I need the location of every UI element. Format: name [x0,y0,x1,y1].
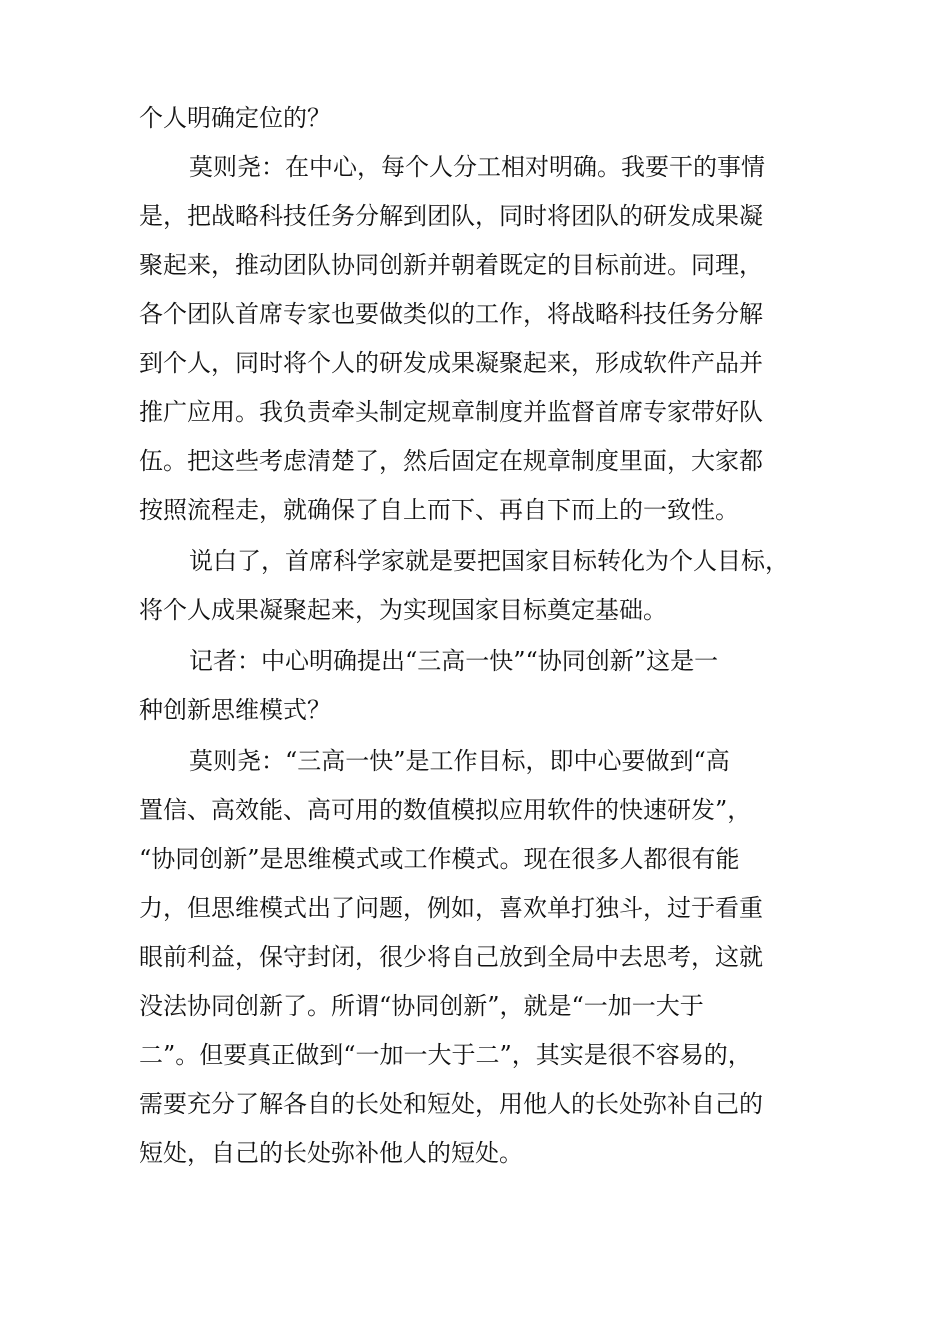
text-line: 按照流程走，就确保了自上而下、再自下而上的一致性。 [139,496,739,524]
text-line: 记者：中心明确提出“三高一快”“协同创新”这是一 [189,647,719,675]
text-line: 眼前利益，保守封闭，很少将自己放到全局中去思考，这就 [139,943,763,971]
text-line: 个人明确定位的？ [139,104,331,132]
text-line: 伍。把这些考虑清楚了，然后固定在规章制度里面，大家都 [139,447,763,475]
text-line: 将个人成果凝聚起来，为实现国家目标奠定基础。 [139,596,667,624]
text-line: 聚起来，推动团队协同创新并朝着既定的目标前进。同理， [139,251,763,279]
text-line: “协同创新”是思维模式或工作模式。现在很多人都很有能 [139,845,740,873]
text-line: 二”。但要真正做到“一加一大于二”，其实是很不容易的， [139,1041,752,1069]
text-line: 种创新思维模式？ [139,696,331,724]
text-line: 是，把战略科技任务分解到团队，同时将团队的研发成果凝 [139,202,763,230]
text-line: 力，但思维模式出了问题，例如，喜欢单打独斗，过于看重 [139,894,763,922]
text-line: 短处，自己的长处弥补他人的短处。 [139,1139,523,1167]
text-line: 莫则尧：在中心，每个人分工相对明确。我要干的事情 [189,153,765,181]
text-line: 到个人，同时将个人的研发成果凝聚起来，形成软件产品并 [139,349,763,377]
text-line: 置信、高效能、高可用的数值模拟应用软件的快速研发”， [139,796,752,824]
text-line: 各个团队首席专家也要做类似的工作，将战略科技任务分解 [139,300,763,328]
text-line: 说白了，首席科学家就是要把国家目标转化为个人目标， [189,547,789,575]
text-line: 推广应用。我负责牵头制定规章制度并监督首席专家带好队 [139,398,763,426]
text-line: 没法协同创新了。所谓“协同创新”，就是“一加一大于 [139,992,704,1020]
text-line: 莫则尧：“三高一快”是工作目标，即中心要做到“高 [189,747,730,775]
text-line: 需要充分了解各自的长处和短处，用他人的长处弥补自己的 [139,1090,763,1118]
interview-text [139,94,819,1178]
